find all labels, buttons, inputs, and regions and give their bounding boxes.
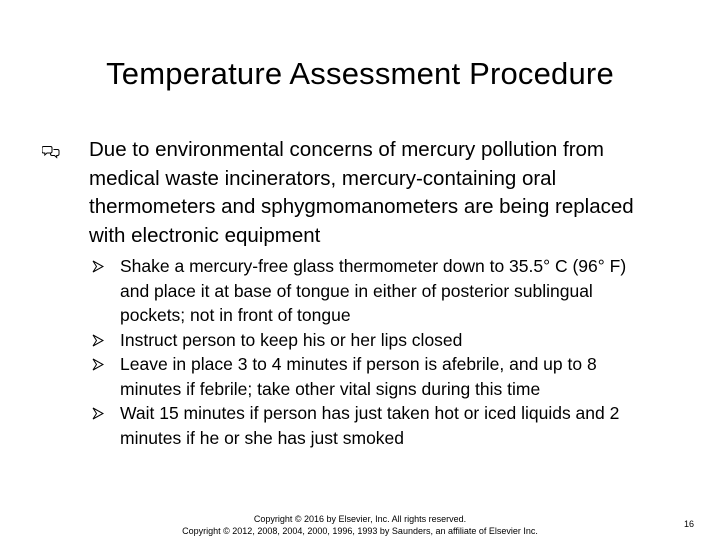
list-item	[92, 254, 652, 328]
copyright-line-2: Copyright © 2012, 2008, 2004, 2000, 1996, 1993 by Saunders, an affiliate of Elsevier Inc.	[182, 526, 538, 536]
list-item-text: Shake a mercury-free glass thermometer down to 35.5° C (96° F) and place it at base of tongue in either of posterior sublingual pockets; not in front of tongue	[120, 256, 627, 325]
arrow-bullet-icon	[92, 407, 104, 420]
list-item-text: Wait 15 minutes if person has just taken hot or iced liquids and 2 minutes if he or she has just smoked	[120, 403, 620, 448]
arrow-bullet-icon	[92, 260, 104, 273]
main-bullet-text: Due to environmental concerns of mercury pollution from medical waste incinerators, mercury-containing oral thermometers and sphygmomanometers are being replaced with electronic equipment	[89, 138, 634, 247]
list-item	[92, 328, 652, 353]
arrow-bullet-icon	[92, 358, 104, 371]
list-item	[92, 352, 652, 401]
list-item	[92, 401, 652, 450]
speech-bubbles-icon	[42, 145, 60, 159]
copyright-line-1: Copyright © 2016 by Elsevier, Inc. All rights reserved.	[253, 514, 467, 524]
list-item-text: Instruct person to keep his or her lips closed	[120, 329, 463, 350]
sub-bullet-list	[92, 254, 652, 450]
copyright-footer	[140, 513, 580, 537]
slide-title: Temperature Assessment Procedure	[106, 56, 614, 91]
arrow-bullet-icon	[92, 334, 104, 347]
list-item-text: Leave in place 3 to 4 minutes if person is afebrile, and up to 8 minutes if febrile; take other vital signs during this time	[120, 354, 597, 399]
page-number: 16	[684, 519, 695, 529]
